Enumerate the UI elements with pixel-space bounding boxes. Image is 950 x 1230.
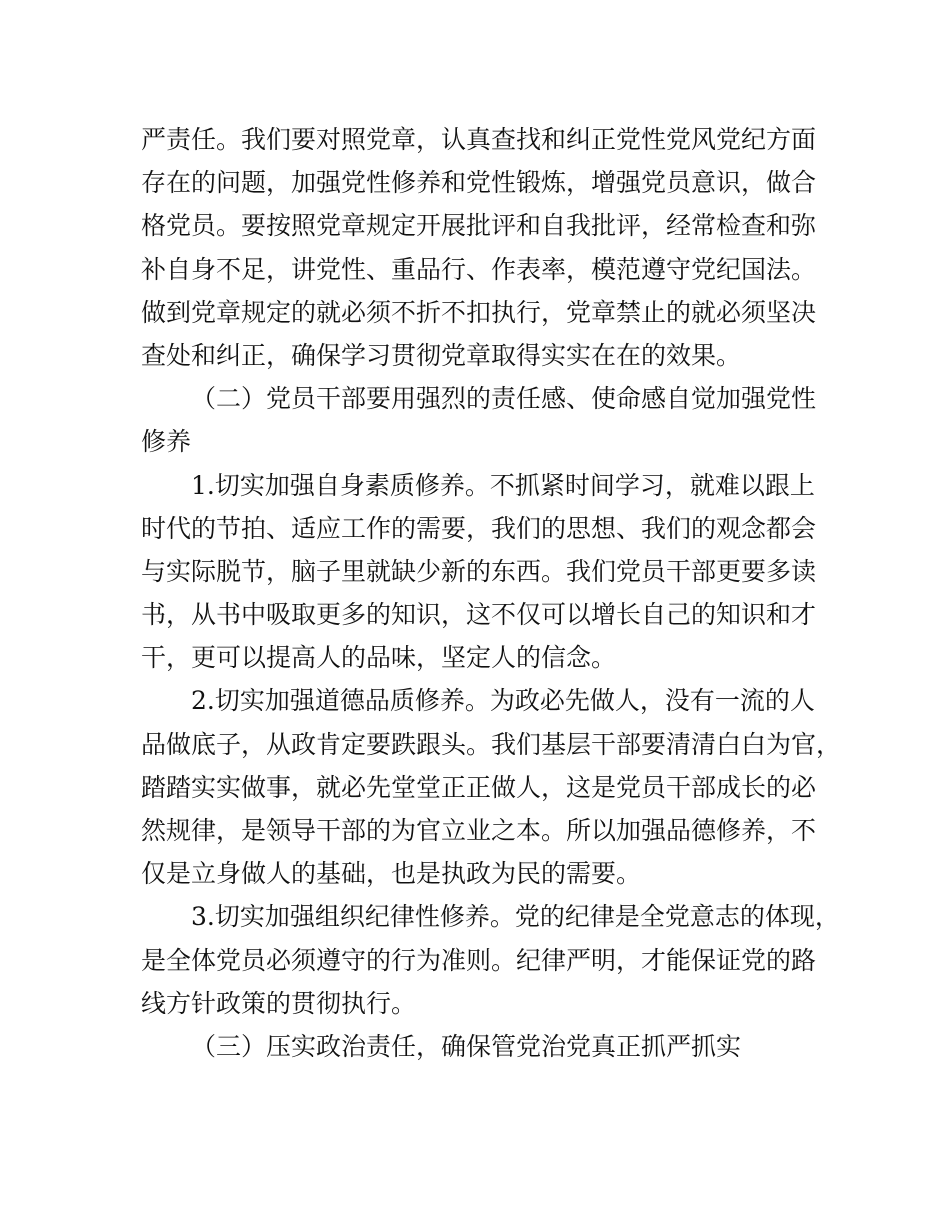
- text-line: 品做底子，从政肯定要跌跟头。我们基层干部要清清白白为官，: [141, 729, 842, 759]
- section-heading: [141, 377, 817, 463]
- text-line: 书，从书中吸取更多的知识，这不仅可以增长自己的知识和才: [141, 600, 817, 630]
- paragraph-body: [141, 118, 817, 377]
- heading-line: （三）压实政治责任，确保管党治党真正抓严抓实: [191, 1031, 742, 1061]
- numbered-paragraph: [141, 464, 817, 680]
- text-line: 然规律，是领导干部的为官立业之本。所以加强品德修养，不: [141, 816, 817, 845]
- text-line: 2.切实加强道德品质修养。为政必先做人，没有一流的人: [191, 686, 815, 716]
- heading-line: 修养: [141, 427, 192, 457]
- numbered-paragraph: [141, 895, 840, 1025]
- heading-line: （二）党员干部要用强烈的责任感、使命感自觉加强党性: [191, 384, 817, 414]
- text-line: 与实际脱节，脑子里就缺少新的东西。我们党员干部更要多读: [141, 556, 817, 586]
- text-line: 做到党章规定的就必须不折不扣执行，党章禁止的就必须坚决: [141, 297, 817, 327]
- text-line: 查处和纠正，确保学习贯彻党章取得实实在在的效果。: [141, 340, 742, 370]
- text-line: 严责任。我们要对照党章，认真查找和纠正党性党风党纪方面: [141, 125, 817, 154]
- text-line: 3.切实加强组织纪律性修养。党的纪律是全党意志的体现，: [191, 902, 840, 932]
- text-line: 存在的问题，加强党性修养和党性锻炼，增强党员意识，做合: [141, 168, 817, 198]
- text-line: 踏踏实实做事，就必先堂堂正正做人，这是党员干部成长的必: [141, 772, 817, 802]
- numbered-paragraph: [141, 679, 842, 895]
- text-line: 干，更可以提高人的品味，坚定人的信念。: [141, 643, 617, 673]
- text-line: 仅是立身做人的基础，也是执政为民的需要。: [141, 859, 642, 889]
- document-body: [141, 118, 842, 1068]
- text-line: 是全体党员必须遵守的行为准则。纪律严明，才能保证党的路: [141, 945, 817, 975]
- text-line: 1.切实加强自身素质修养。不抓紧时间学习，就难以跟上: [191, 470, 815, 500]
- text-line: 补自身不足，讲党性、重品行、作表率，模范遵守党纪国法。: [141, 254, 817, 284]
- section-heading: [141, 1025, 813, 1068]
- text-line: 时代的节拍、适应工作的需要，我们的思想、我们的观念都会: [141, 513, 817, 543]
- text-line: 线方针政策的贯彻执行。: [141, 988, 417, 1018]
- text-line: 格党员。要按照党章规定开展批评和自我批评，经常检查和弥: [141, 211, 817, 241]
